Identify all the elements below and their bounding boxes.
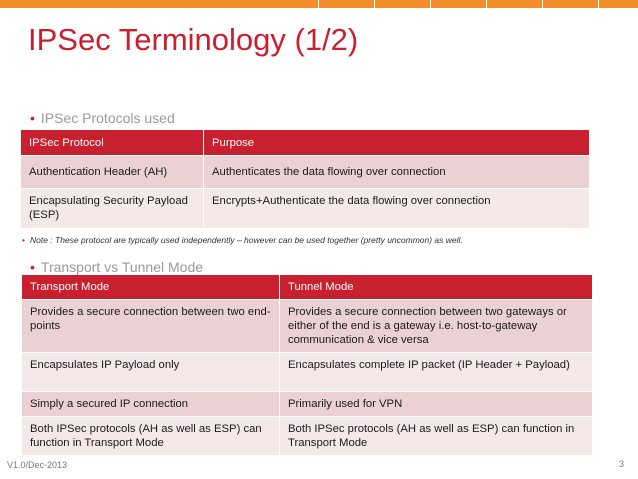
table-cell: Both IPSec protocols (AH as well as ESP) can function in Transport Mode (22, 417, 280, 456)
bullet-dot-icon: • (22, 235, 25, 245)
table-header-row (21, 130, 590, 156)
table-cell: Authenticates the data flowing over connection (204, 156, 590, 189)
bullet-modes-text: Transport vs Tunnel Mode (40, 259, 204, 275)
table-header-row (22, 275, 593, 300)
bullet-dot-icon: • (30, 259, 35, 275)
top-accent-bar (0, 0, 638, 8)
table-cell: Authentication Header (AH) (21, 156, 204, 189)
table-cell: Encapsulates complete IP packet (IP Header + Payload) (280, 353, 593, 392)
slide-title: IPSec Terminology (1/2) (28, 22, 359, 57)
table-row (21, 189, 590, 229)
version-footer: V1.0/Dec-2013 (7, 460, 68, 470)
protocols-table (21, 130, 590, 229)
table-cell: Simply a secured IP connection (22, 392, 280, 417)
header-transport-mode: Transport Mode (22, 275, 280, 300)
table-cell: Provides a secure connection between two end-points (22, 300, 280, 353)
bullet-protocols-text: IPSec Protocols used (40, 110, 175, 126)
table-row (22, 417, 593, 456)
table-row (22, 392, 593, 417)
table-cell: Encrypts+Authenticate the data flowing over connection (204, 189, 590, 229)
table-cell: Both IPSec protocols (AH as well as ESP) can function in Transport Mode (280, 417, 593, 456)
table-cell: Provides a secure connection between two gateways or either of the end is a gateway i.e. host-to-gateway communication & vice versa (280, 300, 593, 353)
header-ipsec-protocol: IPSec Protocol (21, 130, 204, 156)
bullet-modes (30, 259, 203, 275)
bullet-dot-icon: • (30, 110, 35, 126)
table-cell: Encapsulates IP Payload only (22, 353, 280, 392)
modes-table (22, 275, 593, 456)
header-purpose: Purpose (204, 130, 590, 156)
bullet-protocols (30, 110, 175, 126)
table-row (22, 353, 593, 392)
table-row (22, 300, 593, 353)
table-cell: Encapsulating Security Payload (ESP) (21, 189, 204, 229)
header-tunnel-mode: Tunnel Mode (280, 275, 593, 300)
table-row (21, 156, 590, 189)
usage-note-text: Note : These protocol are typically used independently – however can be used together (pretty uncommon) as well. (29, 235, 463, 245)
table-cell: Primarily used for VPN (280, 392, 593, 417)
usage-note (22, 235, 463, 245)
page-number: 3 (618, 459, 624, 469)
